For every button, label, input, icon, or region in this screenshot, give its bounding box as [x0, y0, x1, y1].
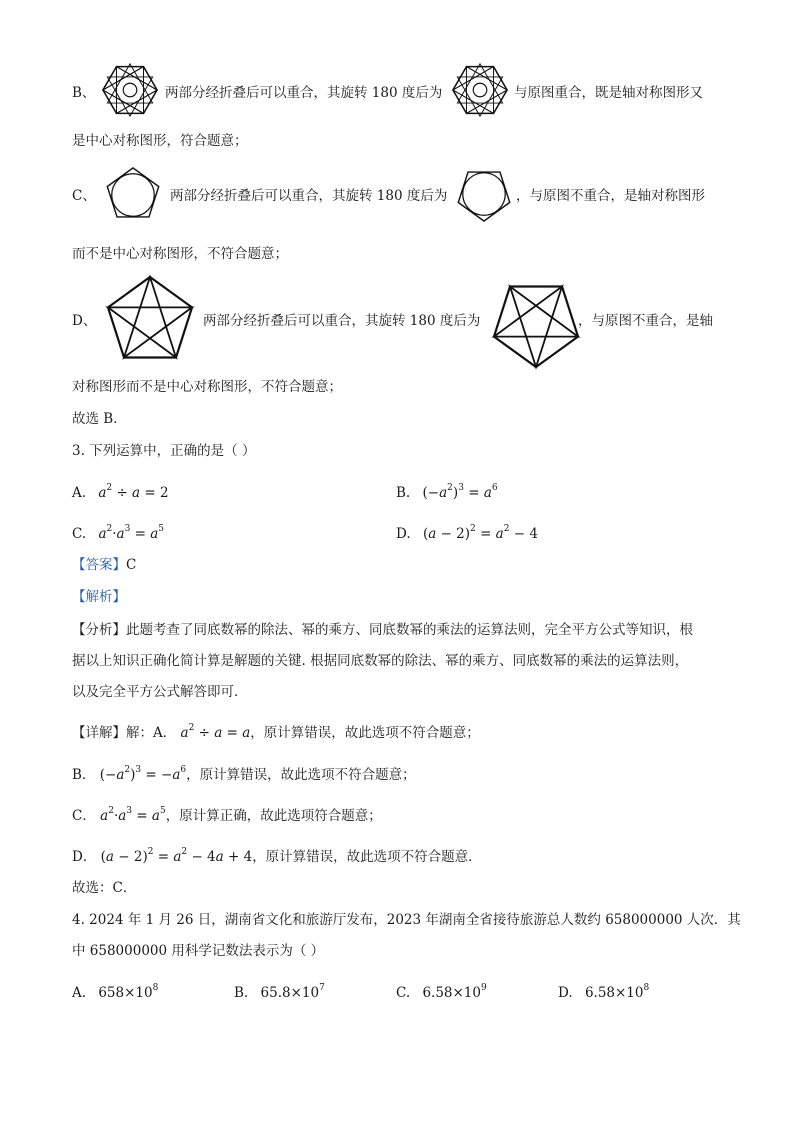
q4-option-b-label: B.: [234, 985, 249, 1001]
detail-a-formula: $a^2 \div a = a$: [180, 723, 251, 741]
q4-option-a-label: A.: [72, 985, 87, 1001]
q4-option-a-exponent: 8: [152, 983, 159, 993]
q4-option-c-label: C.: [396, 985, 411, 1001]
q3-stem: 3. 下列运算中，正确的是（ ）: [72, 443, 256, 459]
detail-b-prefix: B．: [72, 767, 96, 783]
detail-c-prefix: C．: [72, 808, 96, 824]
hexagram-pattern-figure: [101, 61, 159, 119]
q4-option-d-base: 6.58×10: [584, 985, 644, 1001]
q3-option-c-label: C.: [72, 526, 87, 542]
q3-fenxi-line-1: [72, 620, 693, 640]
q3-option-b: [396, 478, 498, 503]
q3-option-b-label: B.: [396, 485, 411, 501]
q2-option-c-text: 两部分经折叠后可以重合，其旋转 180 度后为: [170, 188, 448, 204]
q4-option-a-base: 658×10: [98, 985, 153, 1001]
analysis-tag: 【解析】: [72, 589, 126, 605]
q2-option-b-continuation: 是中心对称图形，符合题意；: [72, 133, 248, 149]
q4-option-d-exponent: 8: [643, 983, 650, 993]
q3-option-d-formula: $(a - 2)^2 = a^2 - 4$: [422, 524, 538, 542]
detail-c-suffix: ，原计算正确，故此选项符合题意；: [165, 808, 382, 824]
q4-option-c: [396, 978, 487, 1003]
q3-detail-d: [72, 842, 482, 867]
pentagram-in-pentagon-figure: [103, 275, 197, 367]
q3-detail-a: [72, 718, 480, 743]
q4-option-a: [72, 978, 158, 1003]
pentagram-rotated-figure: [489, 277, 583, 369]
detail-d-formula: $(a - 2)^2 = a^2 - 4a + 4$: [100, 847, 253, 865]
detail-b-formula: $(-a^2)^3 = -a^6$: [99, 765, 187, 783]
detail-b-suffix: ，原计算错误，故此选项不符合题意；: [186, 767, 416, 783]
q3-fenxi-line-3: 以及完全平方公式解答即可．: [72, 684, 248, 700]
circle-in-pentagon-rotated-figure: [455, 163, 513, 225]
q2-option-c-continuation: 而不是中心对称图形，不符合题意；: [72, 246, 288, 262]
q2-option-d-continuation: 对称图形而不是中心对称图形，不符合题意；: [72, 379, 342, 395]
q3-option-b-formula: $(-a^2)^3 = a^6$: [422, 483, 498, 501]
q4-option-c-base: 6.58×10: [422, 985, 481, 1001]
q4-stem-line-1: 4. 2024 年 1 月 26 日，湖南省文化和旅游厅发布，2023 年湖南全省接待旅游总人数约 658000000 人次．其: [72, 912, 741, 928]
detail-d-suffix: ，原计算错误，故此选项不符合题意．: [252, 849, 482, 865]
q4-option-d: [558, 978, 649, 1003]
q2-option-b-tail: 与原图重合，既是轴对称图形又: [514, 85, 703, 101]
fenxi-tag: 【分析】: [72, 622, 126, 638]
q2-option-b-label: B、: [72, 85, 96, 101]
q3-option-c-formula: $a^2\cdot a^3 = a^5$: [98, 524, 165, 542]
xiangjie-tag: 【详解】: [72, 725, 126, 741]
q4-stem-line-2: 中 658000000 用科学记数法表示为（ ）: [72, 943, 325, 959]
q3-conclusion: 故选：C．: [72, 880, 137, 896]
answer-tag: 【答案】: [72, 557, 126, 573]
detail-a-suffix: ，原计算错误，故此选项不符合题意；: [250, 725, 480, 741]
detail-a-prefix: 解：A．: [126, 725, 177, 741]
detail-c-formula: $a^2\cdot a^3 = a^5$: [100, 806, 166, 824]
circle-in-pentagon-figure: [104, 164, 162, 226]
answer-value: C: [126, 557, 137, 573]
q3-option-a: [72, 478, 169, 503]
q3-option-a-label: A.: [72, 485, 87, 501]
q3-option-d: [396, 519, 538, 544]
q3-detail-b: [72, 760, 416, 785]
q3-fenxi-line-2: 据以上知识正确化简计算是解题的关键. 根据同底数幂的除法、幂的乘方、同底数幂的乘法的运算法则，: [72, 653, 689, 669]
q2-option-b-text: 两部分经折叠后可以重合，其旋转 180 度后为: [165, 85, 443, 101]
q4-option-b-base: 65.8×10: [260, 985, 320, 1001]
detail-d-prefix: D．: [72, 849, 97, 865]
q3-answer: [72, 555, 136, 575]
hexagram-rotated-figure: [451, 61, 509, 119]
q3-option-c: [72, 519, 164, 544]
q4-option-d-label: D.: [558, 985, 573, 1001]
q2-option-d-text: 两部分经折叠后可以重合，其旋转 180 度后为: [203, 313, 481, 329]
q4-option-c-exponent: 9: [481, 983, 487, 993]
q4-option-b: [234, 978, 325, 1003]
q3-option-d-label: D.: [396, 526, 411, 542]
q4-option-b-exponent: 7: [319, 983, 325, 993]
fenxi-text-1: 此题考查了同底数幂的除法、幂的乘方、同底数幂的乘法的运算法则，完全平方公式等知识，根: [126, 622, 693, 638]
q2-conclusion: 故选 B．: [72, 411, 127, 427]
q3-detail-c: [72, 801, 382, 826]
q2-option-c-tail: ，与原图不重合，是轴对称图形: [516, 188, 705, 204]
q3-option-a-formula: $a^2 \div a = 2$: [98, 483, 169, 501]
q2-option-c-label: C、: [72, 188, 96, 204]
q2-option-d-label: D、: [72, 313, 97, 329]
q2-option-d-tail: ，与原图不重合，是轴: [578, 313, 713, 329]
